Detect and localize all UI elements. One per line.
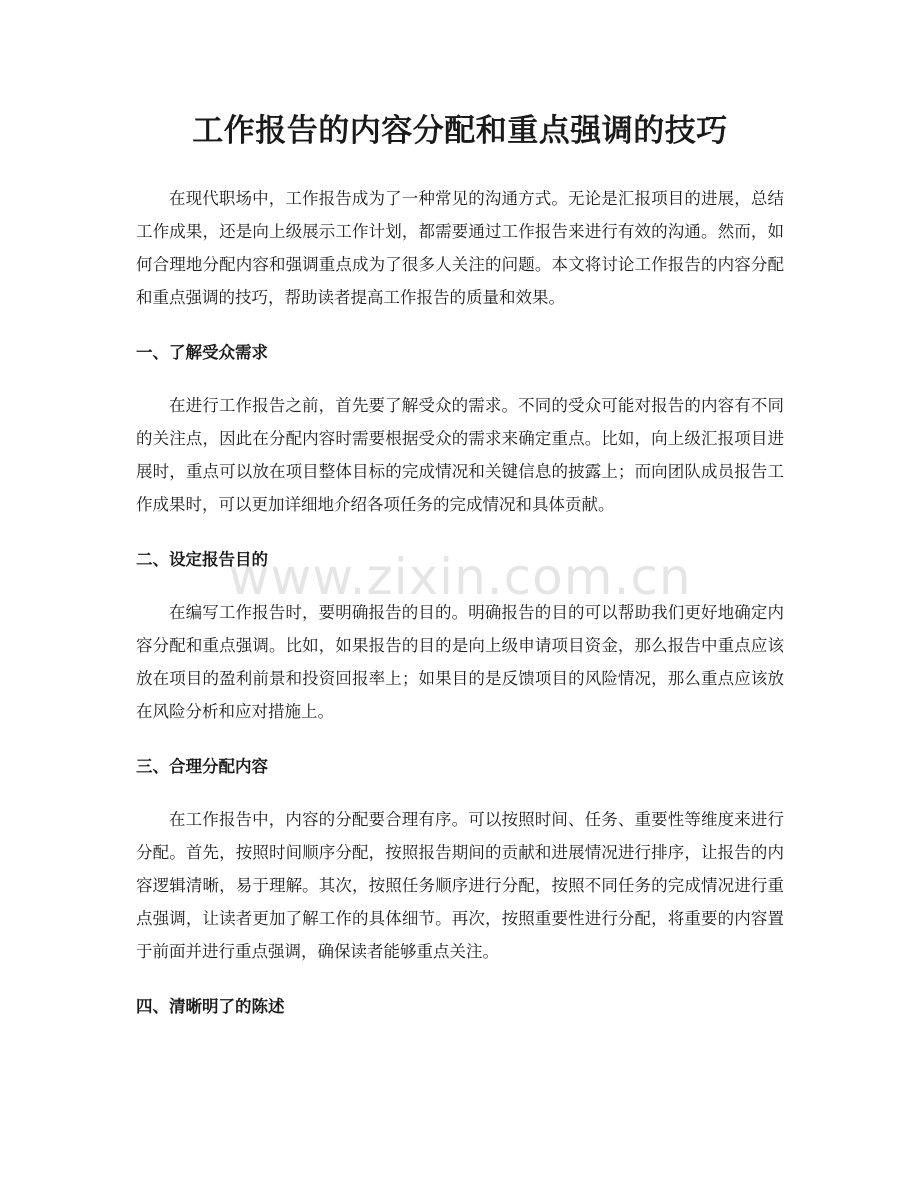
document-title: 工作报告的内容分配和重点强调的技巧 bbox=[192, 113, 728, 149]
section-2-heading: 二、设定报告目的 bbox=[136, 550, 268, 569]
document-body bbox=[136, 182, 784, 1043]
section-2-paragraph: 在编写工作报告时，要明确报告的目的。明确报告的目的可以帮助我们更好地确定内容分配和重点强调。比如，如果报告的目的是向上级申请项目资金，那么报告中重点应该放在项目的盈利前景和投资回报率上；如果目的是反馈项目的风险情况，那么重点应该放在风险分析和应对措施上。 bbox=[136, 603, 784, 721]
section-3-paragraph: 在工作报告中，内容的分配要合理有序。可以按照时间、任务、重要性等维度来进行分配。首先，按照时间顺序分配，按照报告期间的贡献和进展情况进行排序，让报告的内容逻辑清晰，易于理解。其次，按照任务顺序进行分配，按照不同任务的完成情况进行重点强调，让读者更加了解工作的具体细节。再次，按照重要性进行分配，将重要的内容置于前面并进行重点强调，确保读者能够重点关注。 bbox=[136, 810, 784, 961]
intro-paragraph: 在现代职场中，工作报告成为了一种常见的沟通方式。无论是汇报项目的进展，总结工作成果，还是向上级展示工作计划，都需要通过工作报告来进行有效的沟通。然而，如何合理地分配内容和强调重点成为了很多人关注的问题。本文将讨论工作报告的内容分配和重点强调的技巧，帮助读者提高工作报告的质量和效果。 bbox=[136, 189, 784, 307]
section-1-heading: 一、了解受众需求 bbox=[136, 343, 268, 362]
watermark: www.zixin.com.cn bbox=[228, 548, 692, 606]
section-4-heading: 四、清晰明了的陈述 bbox=[136, 997, 285, 1016]
section-3-heading: 三、合理分配内容 bbox=[136, 757, 268, 776]
section-1-paragraph: 在进行工作报告之前，首先要了解受众的需求。不同的受众可能对报告的内容有不同的关注点，因此在分配内容时需要根据受众的需求来确定重点。比如，向上级汇报项目进展时，重点可以放在项目整体目标的完成情况和关键信息的披露上；而向团队成员报告工作成果时，可以更加详细地介绍各项任务的完成情况和具体贡献。 bbox=[136, 396, 784, 514]
